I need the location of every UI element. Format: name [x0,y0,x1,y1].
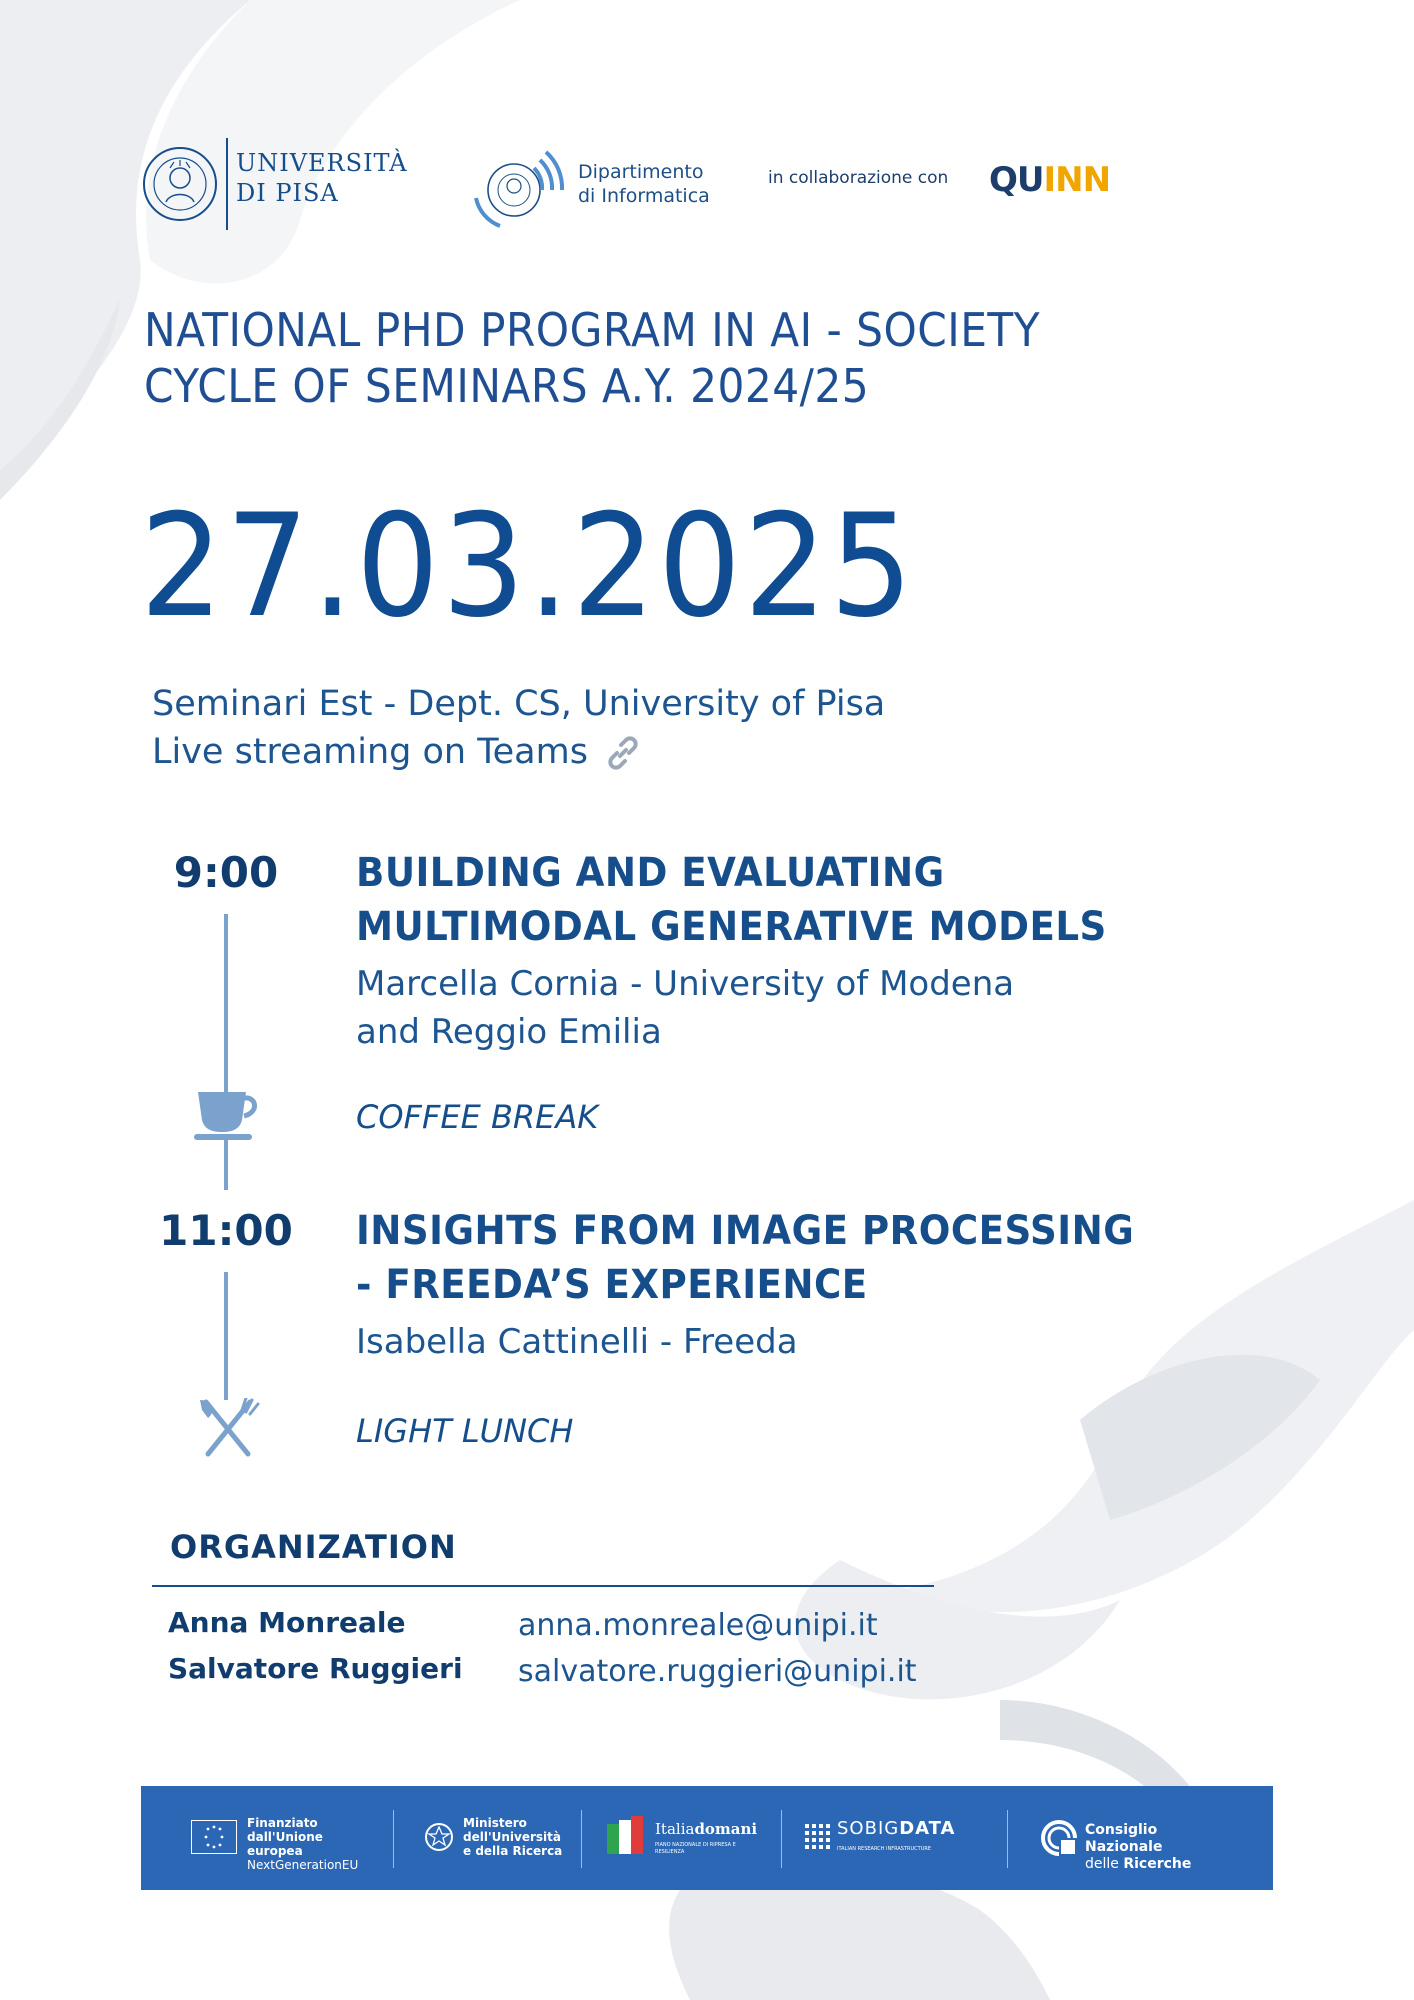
department-logo [470,138,730,238]
university-name-line1: UNIVERSITÀ [236,149,408,177]
department-name-line1: Dipartimento [578,161,704,183]
italia-domani-flag-icon [603,1816,649,1858]
department-seal-icon [470,138,570,238]
event-venue-block [152,680,885,776]
talk1-speaker-line2: and Reggio Emilia [356,1012,662,1052]
cnr-line2 [1085,1856,1239,1873]
organizer-name: Anna Monreale [168,1606,406,1639]
light-lunch-label: LIGHT LUNCH [356,1412,574,1450]
quinn-logo [985,160,1115,208]
sobigdata-text [837,1818,956,1839]
timeline-line-3 [224,1272,228,1400]
sobigdata-text-b: DATA [899,1818,956,1839]
event-venue: Seminari Est - Dept. CS, University of Pisa [152,684,886,724]
sobigdata-subtitle: ITALIAN RESEARCH INFRASTRUCTURE [837,1846,932,1852]
talk1-title [356,846,1107,954]
eu-line1: Finanziato [247,1816,318,1830]
footer-divider [1007,1810,1008,1868]
streaming-link-text[interactable]: Live streaming on Teams [152,732,588,772]
eu-line3: NextGenerationEU [247,1858,359,1872]
university-name [236,148,408,208]
eu-flag-icon [191,1820,237,1854]
italian-emblem-icon [423,1820,455,1854]
university-seal-icon [140,138,220,230]
talk1-title-line1: BUILDING AND EVALUATING [356,850,945,896]
talk2-title-line1: INSIGHTS FROM IMAGE PROCESSING [356,1208,1135,1254]
organizer-email[interactable]: anna.monreale@unipi.it [518,1608,878,1643]
talk2-title [356,1204,1134,1312]
mur-line2: dell'Università [463,1830,561,1844]
footer-divider [581,1810,582,1868]
department-name-line2: di Informatica [578,185,710,207]
quinn-wordmark: QUINN [989,160,1111,200]
eu-funding-logo [191,1786,381,1890]
streaming-info[interactable] [152,728,885,776]
italia-domani-text-a: Italia [655,1820,695,1838]
italia-domani-text-b: domani [694,1820,758,1838]
cnr-logo [1039,1786,1239,1890]
timeline-line-1 [224,914,228,1092]
university-name-line2: DI PISA [236,179,339,207]
mur-line1: Ministero [463,1816,527,1830]
cnr-line2-a: delle [1085,1856,1124,1872]
italia-domani-subtitle: PIANO NAZIONALE DI RIPRESA E RESILIENZA [655,1842,736,1855]
logo-separator [226,138,228,230]
cnr-line2-b: Ricerche [1123,1856,1192,1872]
sobigdata-text-a: SOBIG [837,1818,900,1839]
organizer-email[interactable]: salvatore.ruggieri@unipi.it [518,1654,917,1689]
footer-divider [781,1810,782,1868]
talk1-speaker [356,960,1014,1056]
cnr-text [1085,1822,1239,1873]
mur-line3: e della Ricerca [463,1844,563,1858]
program-title [144,302,1040,414]
fork-knife-icon [190,1398,266,1458]
talk2-speaker-line1: Isabella Cattinelli - Freeda [356,1322,798,1362]
sobigdata-grid-icon [805,1824,831,1850]
footer-divider [393,1810,394,1868]
program-title-line2: CYCLE OF SEMINARS A.Y. 2024/25 [144,359,870,413]
mur-text [463,1816,562,1858]
university-of-pisa-logo [140,138,410,238]
cnr-icon [1039,1818,1079,1858]
event-date: 27.03.2025 [140,484,916,649]
funding-footer [141,1786,1273,1890]
italia-domani-logo [603,1786,783,1890]
mur-logo [423,1786,573,1890]
eu-funding-text [247,1816,381,1872]
coffee-cup-icon [190,1086,266,1146]
program-title-line1: NATIONAL PHD PROGRAM IN AI - SOCIETY [144,303,1041,357]
coffee-break-label: COFFEE BREAK [356,1098,599,1136]
italia-domani-text [655,1822,757,1836]
talk2-time: 11:00 [159,1206,293,1255]
talk1-speaker-line1: Marcella Cornia - University of Modena [356,964,1015,1004]
organizer-name: Salvatore Ruggieri [168,1652,463,1685]
link-icon[interactable] [603,733,643,773]
organization-heading: ORGANIZATION [170,1528,457,1566]
talk2-speaker [356,1318,798,1366]
organization-divider [152,1585,934,1587]
cnr-line1: Consiglio Nazionale [1085,1822,1163,1855]
department-name [578,160,710,208]
talk2-title-line2: - FREEDA’S EXPERIENCE [356,1262,868,1308]
eu-line2: dall'Unione europea [247,1830,323,1858]
collaboration-text: in collaborazione con [768,168,949,188]
talk1-title-line2: MULTIMODAL GENERATIVE MODELS [356,904,1107,950]
sobigdata-logo [801,1786,981,1890]
talk1-time: 9:00 [173,848,279,897]
